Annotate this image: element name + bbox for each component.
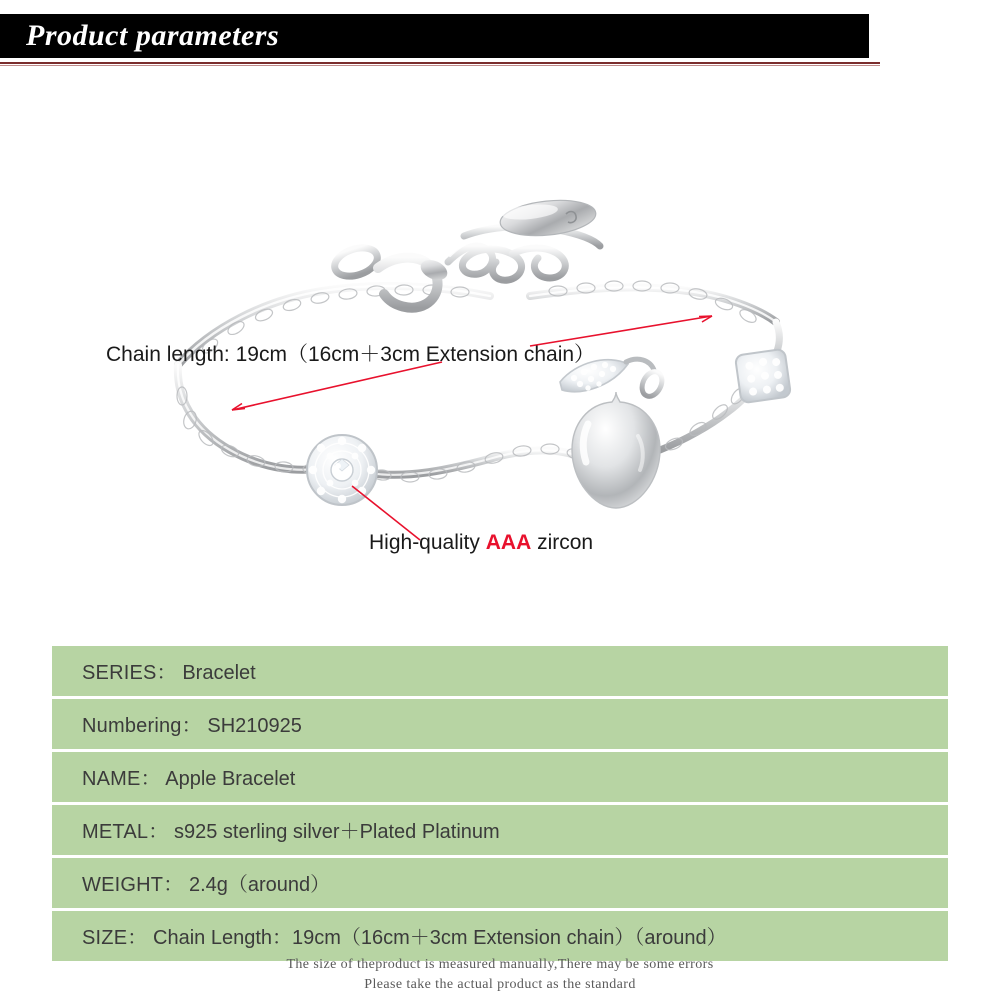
- spec-label-numbering: Numbering：: [82, 715, 202, 737]
- spec-label-series: SERIES：: [82, 662, 177, 684]
- square-zircon-link: [735, 349, 791, 403]
- footer-disclaimer: [0, 955, 1000, 996]
- table-cell-weight: [52, 858, 948, 908]
- header-divider: [0, 62, 880, 64]
- footer-line-1: The size of theproduct is measured manually,There may be some errors: [286, 957, 714, 972]
- table-row: [52, 805, 948, 855]
- apple-pendant: [560, 359, 666, 508]
- table-row: [52, 911, 948, 961]
- spec-value-metal: s925 sterling silver＋Plated Platinum: [173, 821, 500, 843]
- header-divider-secondary: [0, 65, 880, 66]
- callout-zircon: [369, 531, 593, 555]
- spec-value-size: Chain Length：19cm（16cm＋3cm Extension chain）（around）: [153, 927, 727, 949]
- callout-chain-length: Chain length: 19cm（16cm＋3cm Extension chain）: [106, 343, 596, 366]
- callout-zircon-prefix: High-quality: [369, 531, 486, 554]
- spec-label-weight: WEIGHT：: [82, 874, 184, 896]
- spec-label-size: SIZE：: [82, 927, 148, 949]
- specification-table: [52, 643, 948, 964]
- footer-line-2: Please take the actual product as the standard: [364, 977, 636, 993]
- callout-zircon-grade: AAA: [485, 531, 532, 554]
- bracelet-illustration: [60, 150, 940, 590]
- table-cell-size: [52, 911, 948, 961]
- table-cell-metal: [52, 805, 948, 855]
- table-cell-series: [52, 646, 492, 696]
- table-cell-name: [52, 752, 948, 802]
- spec-value-numbering: SH210925: [207, 715, 302, 737]
- spec-label-metal: METAL：: [82, 821, 169, 843]
- table-cell-numbering: [52, 699, 948, 749]
- spec-value-weight: 2.4g（around）: [188, 874, 331, 896]
- spec-value-name: Apple Bracelet: [165, 768, 296, 790]
- spec-label-name: NAME：: [82, 768, 161, 790]
- table-row: [52, 752, 948, 802]
- header-banner: [0, 14, 869, 58]
- table-row: [52, 858, 948, 908]
- callout-zircon-suffix: zircon: [531, 531, 594, 554]
- lobster-clasp-icon: [331, 243, 450, 308]
- table-row: [52, 646, 948, 696]
- product-photo: [60, 150, 940, 590]
- spec-value-series: Bracelet: [182, 662, 256, 684]
- table-cell-series-empty: [492, 646, 948, 696]
- page-title: Product parameters: [26, 19, 280, 52]
- round-zircon-charm: [307, 435, 377, 505]
- table-row: [52, 699, 948, 749]
- chain: [177, 281, 779, 482]
